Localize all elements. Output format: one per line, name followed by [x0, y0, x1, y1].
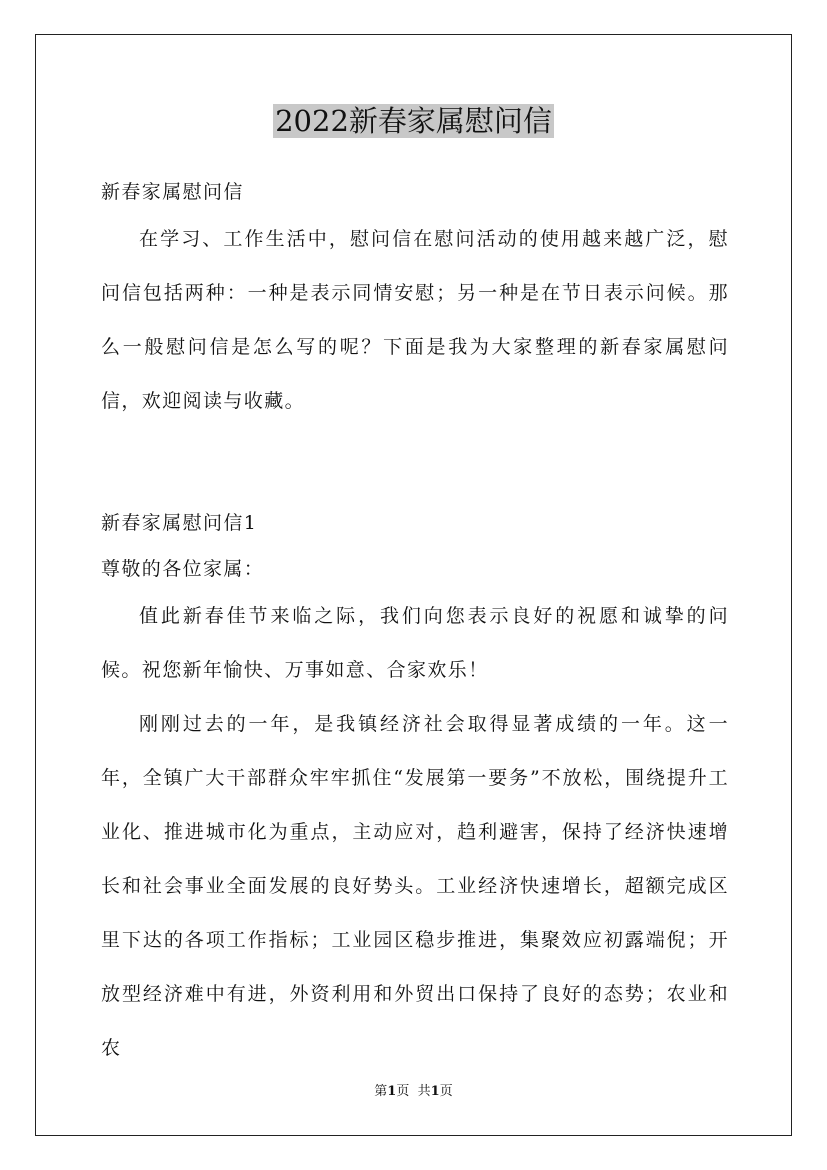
document-body [101, 173, 729, 1075]
salutation: 尊敬的各位家属： [101, 558, 265, 580]
footer-page-number: 1 [387, 1084, 397, 1099]
paragraph-1: 值此新春佳节来临之际，我们向您表示良好的祝愿和诚挚的问候。祝您新年愉快、万事如意、合家欢乐！ [101, 605, 729, 681]
document-title [0, 101, 827, 141]
document-title-text: 2022新春家属慰问信 [275, 104, 552, 138]
paragraph-2: 刚刚过去的一年，是我镇经济社会取得显著成绩的一年。这一年，全镇广大干部群众牢牢抓住“发展第一要务”不放松，围绕提升工业化、推进城市化为重点，主动应对，趋利避害，保持了经济快速增长和社会事业全面发展的良好势头。工业经济快速增长，超额完成区里下达的各项工作指标；工业园区稳步推进，集聚效应初露端倪；开放型经济难中有进，外资利用和外贸出口保持了良好的态势；农业和农 [101, 713, 729, 1059]
footer-total-number: 1 [430, 1084, 440, 1099]
footer-total-label: 共 [417, 1084, 431, 1099]
footer-page-unit: 页 [396, 1084, 410, 1099]
footer-page-label: 第 [374, 1084, 388, 1099]
subtitle: 新春家属慰问信 [101, 181, 244, 203]
intro-paragraph: 在学习、工作生活中，慰问信在慰问活动的使用越来越广泛，慰问信包括两种：一种是表示同情安慰；另一种是在节日表示问候。那么一般慰问信是怎么写的呢？下面是我为大家整理的新春家属慰问信，欢迎阅读与收藏。 [101, 228, 729, 412]
page-footer [0, 1083, 827, 1101]
spacer [101, 428, 729, 496]
footer-total-unit: 页 [439, 1084, 453, 1099]
section-title: 新春家属慰问信1 [101, 512, 258, 534]
